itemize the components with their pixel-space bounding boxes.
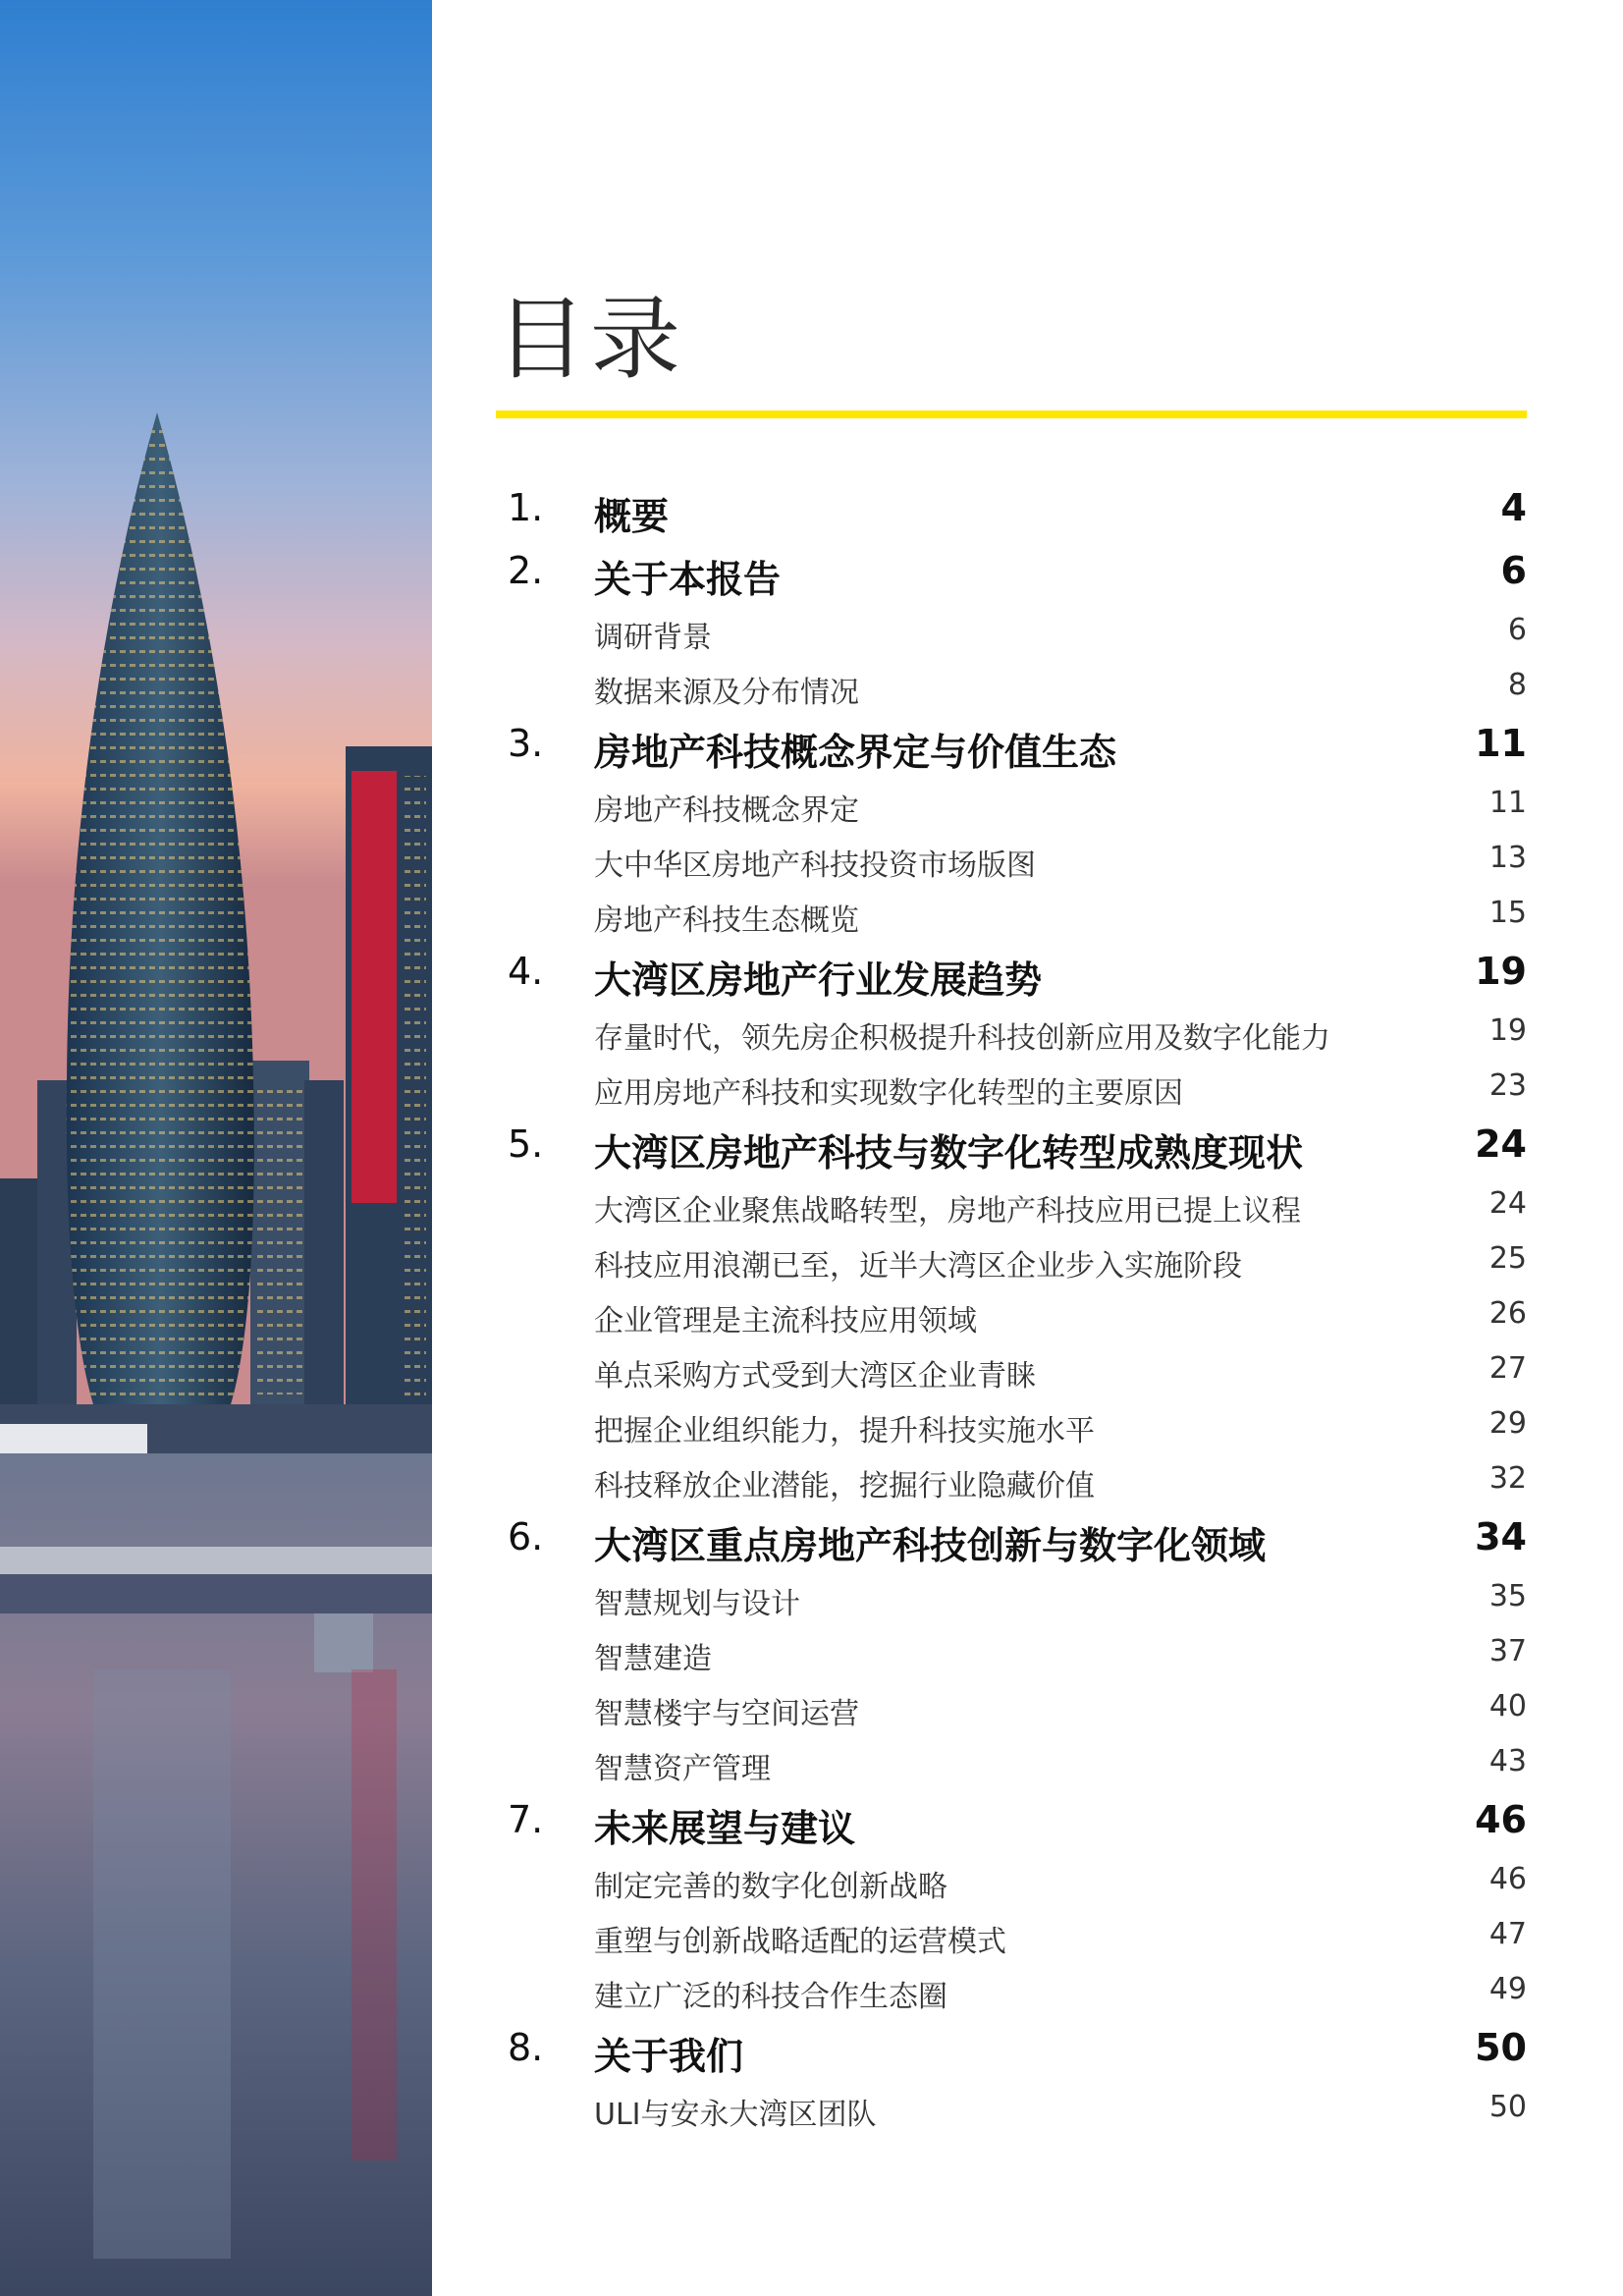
toc-subsection-title: 存量时代，领先房企积极提升科技创新应用及数字化能力 [594, 1021, 1330, 1056]
toc-page-number: 13 [1488, 841, 1527, 875]
toc-section-title: 大湾区重点房地产科技创新与数字化领域 [594, 1524, 1267, 1567]
toc-section-entry[interactable] [496, 1113, 1527, 1175]
toc-section-number: 7. [508, 1798, 544, 1841]
toc-subsection-title: 房地产科技生态概览 [594, 903, 859, 938]
toc-page-number: 50 [1488, 2090, 1527, 2124]
toc-subsection-entry[interactable] [496, 1058, 1527, 1113]
toc-subsection-entry[interactable] [496, 1395, 1527, 1450]
toc-page-number: 46 [1488, 1862, 1527, 1896]
toc-page-number: 4 [1500, 486, 1527, 529]
toc-page-number: 35 [1488, 1579, 1527, 1613]
toc-section [496, 0, 1527, 2296]
toc-page-number: 29 [1488, 1406, 1527, 1441]
toc-subsection-title: 智慧楼宇与空间运营 [594, 1697, 859, 1731]
toc-subsection-title: 房地产科技概念界定 [594, 793, 859, 828]
toc-subsection-entry[interactable] [496, 885, 1527, 940]
toc-subsection-entry[interactable] [496, 1733, 1527, 1788]
toc-section-number: 5. [508, 1122, 544, 1166]
toc-section-title: 大湾区房地产行业发展趋势 [594, 958, 1043, 1002]
toc-subsection-title: 把握企业组织能力，提升科技实施水平 [594, 1414, 1095, 1449]
toc-subsection-title: 智慧资产管理 [594, 1752, 771, 1786]
toc-page-number: 25 [1488, 1241, 1527, 1276]
toc-subsection-entry[interactable] [496, 1340, 1527, 1395]
toc-page-number: 19 [1475, 950, 1527, 993]
toc-subsection-title: 制定完善的数字化创新战略 [594, 1870, 947, 1904]
toc-subsection-title: ULI与安永大湾区团队 [594, 2098, 877, 2132]
toc-subsection-entry[interactable] [496, 1623, 1527, 1678]
toc-page-number: 24 [1475, 1122, 1527, 1166]
cover-photo-skyline [0, 0, 432, 2296]
toc-subsection-title: 大中华区房地产科技投资市场版图 [594, 848, 1036, 883]
toc-page-number: 23 [1488, 1068, 1527, 1103]
toc-section-entry[interactable] [496, 712, 1527, 775]
toc-section-entry[interactable] [496, 1505, 1527, 1568]
toc-page-number: 40 [1488, 1689, 1527, 1723]
toc-page-number: 24 [1488, 1186, 1527, 1221]
toc-subsection-title: 大湾区企业聚焦战略转型，房地产科技应用已提上议程 [594, 1194, 1301, 1229]
toc-subsection-entry[interactable] [496, 657, 1527, 712]
toc-subsection-title: 科技应用浪潮已至，近半大湾区企业步入实施阶段 [594, 1249, 1242, 1284]
toc-page-number: 27 [1488, 1351, 1527, 1386]
toc-page-number: 46 [1475, 1798, 1527, 1841]
toc-page-number: 6 [1507, 613, 1527, 647]
page-title: 目录 [496, 287, 685, 392]
toc-section-title: 关于我们 [594, 2035, 744, 2078]
toc-subsection-entry[interactable] [496, 1003, 1527, 1058]
toc-section-number: 8. [508, 2026, 544, 2069]
toc-page-number: 32 [1488, 1461, 1527, 1496]
toc-page-number: 34 [1475, 1515, 1527, 1558]
title-underline [496, 410, 1527, 418]
toc-section-entry[interactable] [496, 476, 1527, 539]
toc-subsection-entry[interactable] [496, 1906, 1527, 1961]
toc-page-number: 19 [1488, 1013, 1527, 1048]
toc-subsection-entry[interactable] [496, 2079, 1527, 2134]
toc-subsection-entry[interactable] [496, 1285, 1527, 1340]
toc-section-number: 6. [508, 1515, 544, 1558]
toc-page-number: 15 [1488, 896, 1527, 930]
toc-subsection-title: 科技释放企业潜能，挖掘行业隐藏价值 [594, 1469, 1095, 1503]
toc-subsection-entry[interactable] [496, 1851, 1527, 1906]
toc-page-number: 50 [1475, 2026, 1527, 2069]
toc-page-number: 6 [1500, 549, 1527, 592]
toc-section-number: 1. [508, 486, 544, 529]
toc-page-number: 11 [1475, 722, 1527, 765]
toc-subsection-title: 智慧规划与设计 [594, 1587, 800, 1621]
toc-section-title: 大湾区房地产科技与数字化转型成熟度现状 [594, 1131, 1304, 1175]
toc-subsection-entry[interactable] [496, 1175, 1527, 1230]
toc-section-title: 房地产科技概念界定与价值生态 [594, 731, 1117, 774]
toc-subsection-entry[interactable] [496, 602, 1527, 657]
toc-subsection-entry[interactable] [496, 1568, 1527, 1623]
toc-page-number: 47 [1488, 1917, 1527, 1951]
toc-page-number: 49 [1488, 1972, 1527, 2006]
toc-section-entry[interactable] [496, 1788, 1527, 1851]
toc-page-number: 8 [1507, 668, 1527, 702]
toc-subsection-title: 建立广泛的科技合作生态圈 [594, 1980, 947, 2014]
toc-subsection-entry[interactable] [496, 1678, 1527, 1733]
toc-section-title: 未来展望与建议 [594, 1807, 856, 1850]
toc-section-entry[interactable] [496, 940, 1527, 1003]
toc-section-title: 概要 [594, 495, 670, 538]
toc-subsection-title: 调研背景 [594, 621, 712, 655]
toc-subsection-title: 数据来源及分布情况 [594, 676, 859, 710]
toc-section-number: 2. [508, 549, 544, 592]
toc-subsection-entry[interactable] [496, 1961, 1527, 2016]
toc-subsection-title: 智慧建造 [594, 1642, 712, 1676]
toc-list [496, 476, 1527, 2134]
toc-page-number: 37 [1488, 1634, 1527, 1668]
toc-subsection-entry[interactable] [496, 1230, 1527, 1285]
toc-subsection-entry[interactable] [496, 1450, 1527, 1505]
toc-section-entry[interactable] [496, 2016, 1527, 2079]
toc-page-number: 43 [1488, 1744, 1527, 1778]
toc-section-number: 4. [508, 950, 544, 993]
toc-subsection-title: 应用房地产科技和实现数字化转型的主要原因 [594, 1076, 1183, 1111]
toc-subsection-entry[interactable] [496, 830, 1527, 885]
toc-page-number: 26 [1488, 1296, 1527, 1331]
toc-section-number: 3. [508, 722, 544, 765]
toc-subsection-title: 重塑与创新战略适配的运营模式 [594, 1925, 1006, 1959]
toc-subsection-title: 单点采购方式受到大湾区企业青睐 [594, 1359, 1036, 1394]
toc-subsection-title: 企业管理是主流科技应用领域 [594, 1304, 977, 1339]
toc-section-title: 关于本报告 [594, 558, 782, 601]
toc-page-number: 11 [1488, 786, 1527, 820]
toc-subsection-entry[interactable] [496, 775, 1527, 830]
toc-section-entry[interactable] [496, 539, 1527, 602]
